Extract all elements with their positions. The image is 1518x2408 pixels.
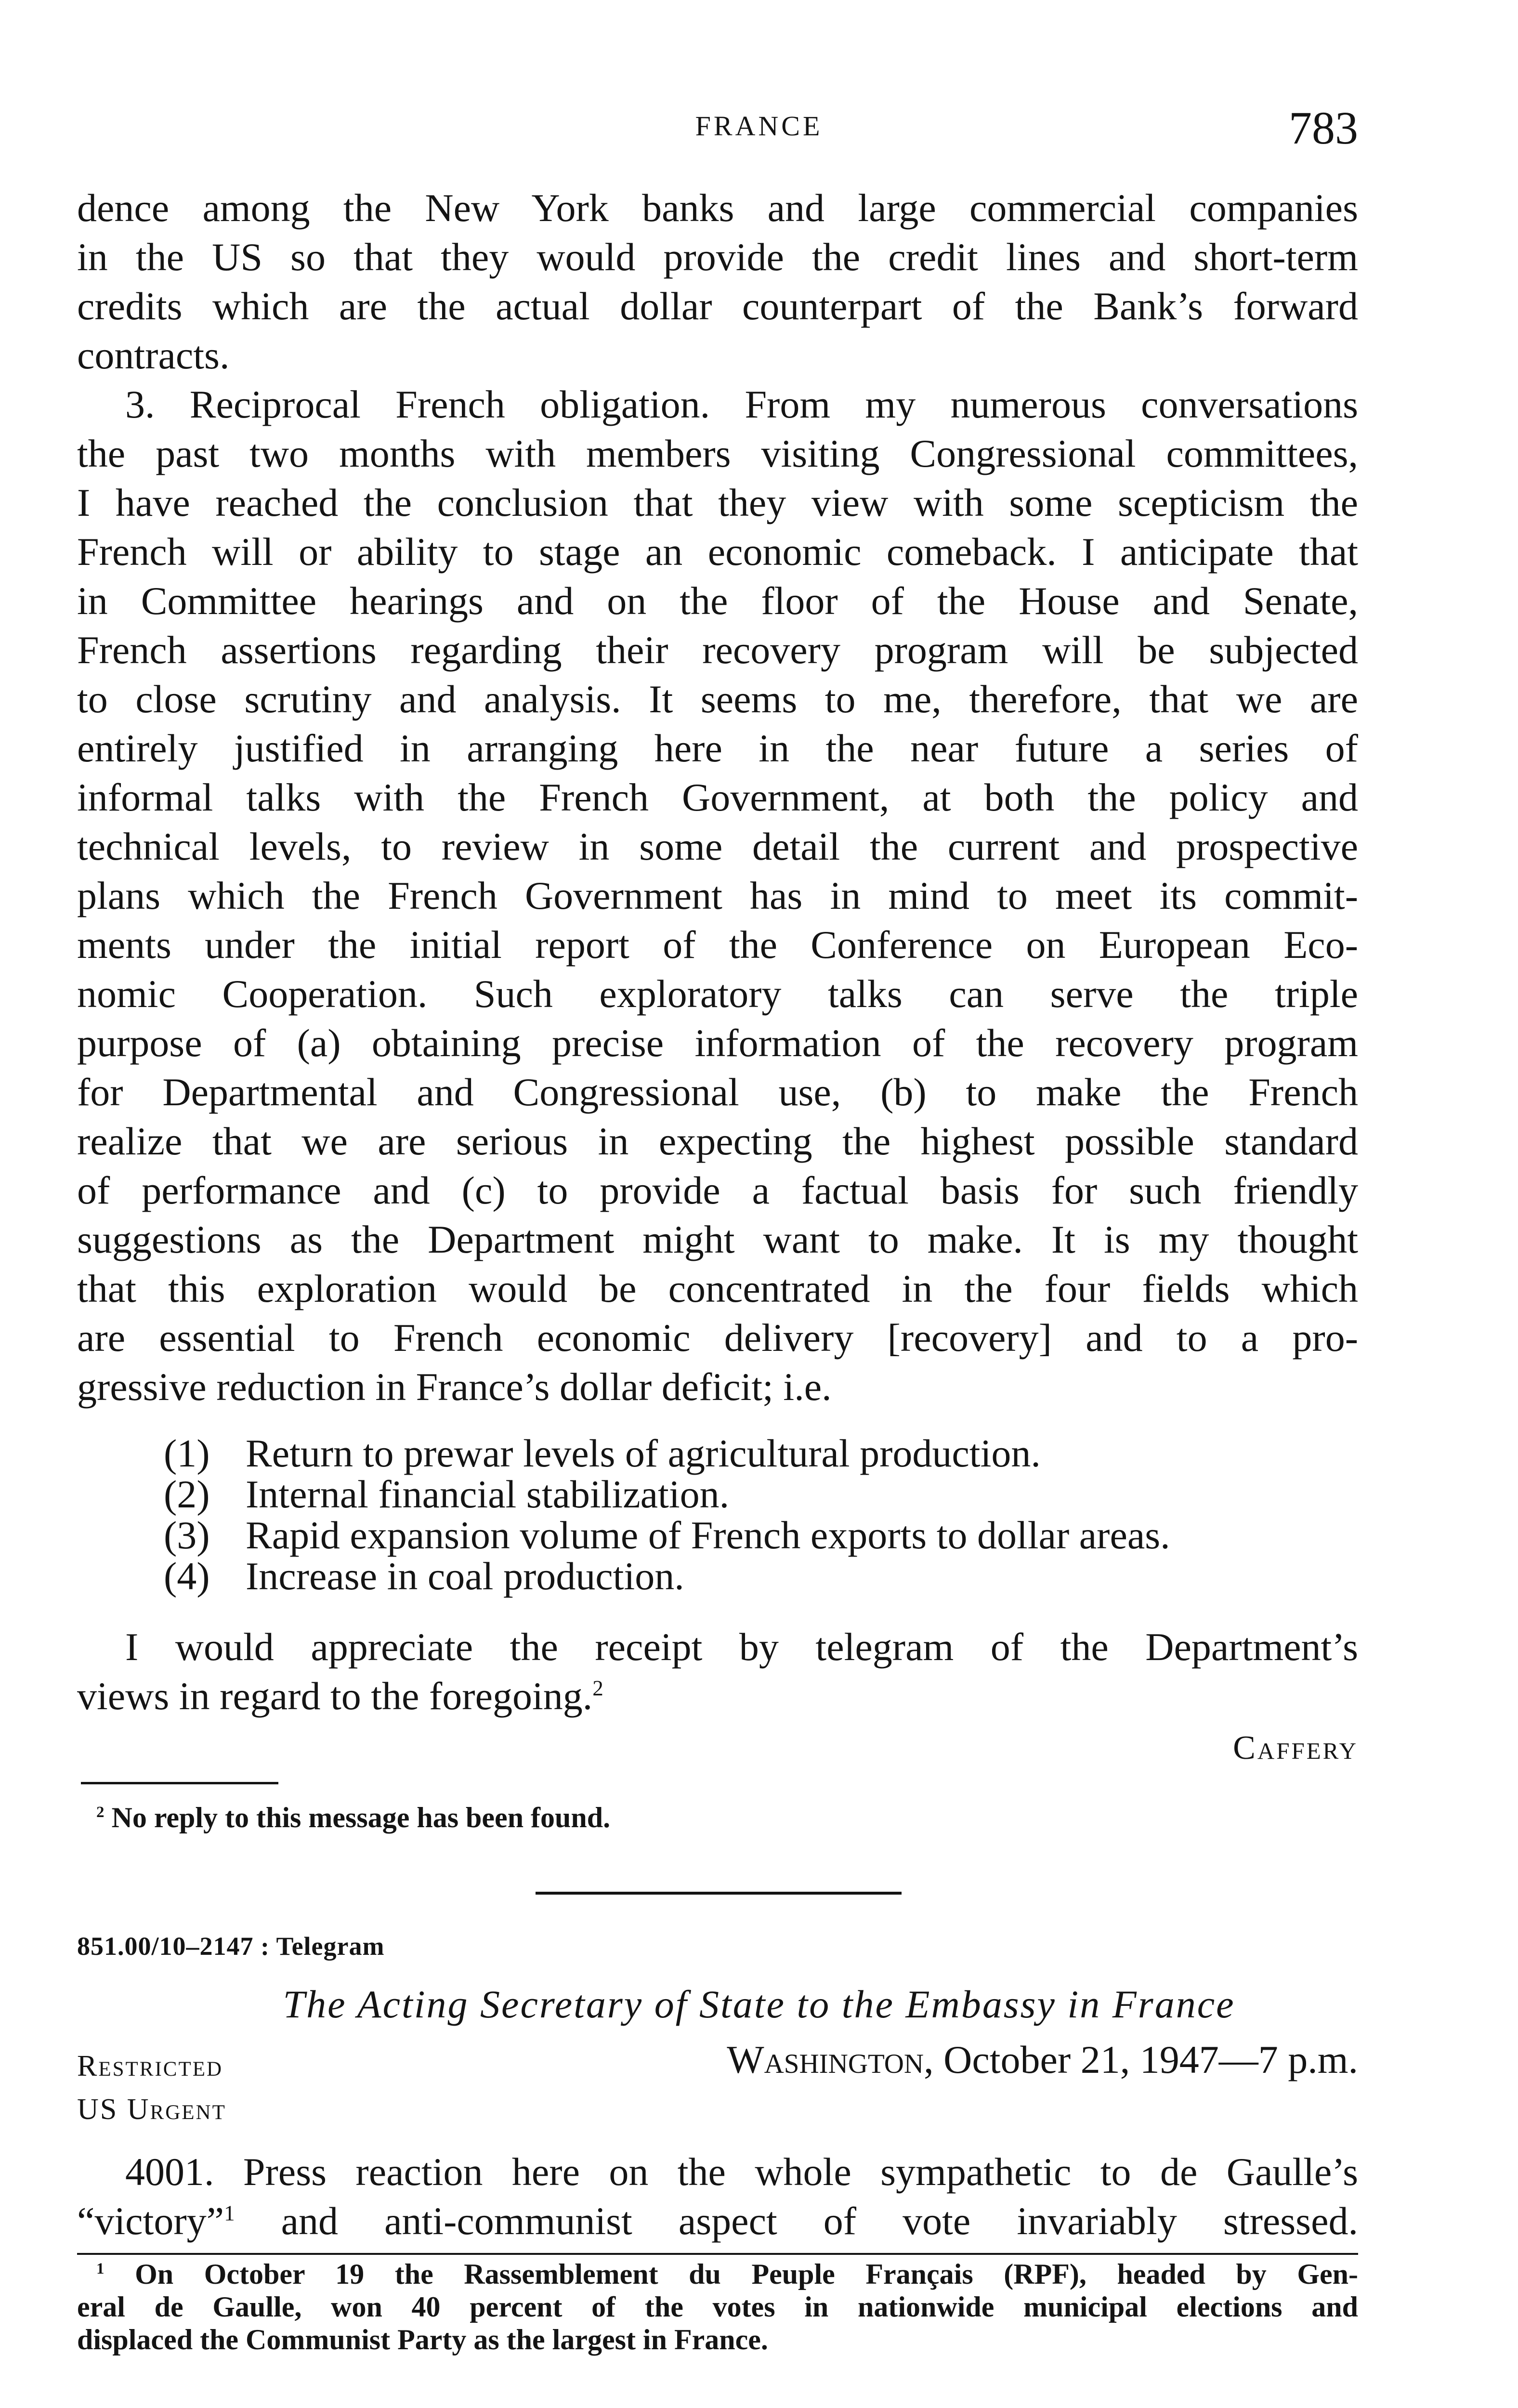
dateline-place: Washington <box>727 2038 924 2081</box>
list-number: (4) <box>164 1554 210 1598</box>
list-text: Rapid expansion volume of French exports to dollar areas. <box>246 1513 1170 1557</box>
document-title: The Acting Secretary of State to the Embassy in France <box>283 1982 1235 2026</box>
text-line: 3. Reciprocal French obligation. From my numerous conversations <box>125 382 1358 426</box>
footnote <box>96 1801 1377 1834</box>
footnote-ref: 1 <box>224 2201 235 2225</box>
text-line: purpose of (a) obtaining precise information of the recovery program <box>77 1021 1358 1065</box>
file-reference: 851.00/10–2147 : Telegram <box>77 1932 385 1961</box>
text-line: ments under the initial report of the Conference on European Eco- <box>77 923 1358 967</box>
text-line-content: views in regard to the foregoing. <box>77 1674 593 1718</box>
footnote-rule <box>77 2253 1358 2255</box>
text-line-content: “victory” <box>77 2199 224 2243</box>
text-line <box>77 1672 1358 1720</box>
text-line: French will or ability to stage an economic comeback. I anticipate that <box>77 530 1358 574</box>
classification: Restricted <box>77 2050 223 2082</box>
list-text: Return to prewar levels of agricultural production. <box>246 1431 1041 1475</box>
list-number: (3) <box>164 1513 210 1557</box>
footnote-marker: 1 <box>96 2260 105 2277</box>
footnote-text: No reply to this message has been found. <box>111 1802 611 1833</box>
text-line: I would appreciate the receipt by telegram of the Department’s <box>125 1625 1358 1669</box>
text-line: the past two months with members visiting Congressional committees, <box>77 432 1358 475</box>
text-line: 4001. Press reaction here on the whole sympathetic to de Gaulle’s <box>125 2150 1358 2194</box>
dateline <box>727 2037 1358 2082</box>
text-line: dence among the New York banks and large commercial companies <box>77 186 1358 230</box>
text-line: for Departmental and Congressional use, (b) to make the French <box>77 1070 1358 1114</box>
text-line: contracts. <box>77 333 230 377</box>
list-item <box>164 1474 729 1515</box>
footnote-ref: 2 <box>592 1676 603 1701</box>
text-line: of performance and (c) to provide a factual basis for such friendly <box>77 1168 1358 1212</box>
section-divider <box>536 1892 902 1895</box>
text-line: entirely justified in arranging here in the near future a series of <box>77 726 1358 770</box>
footnote-line <box>96 2258 1358 2290</box>
page-number: 783 <box>1289 102 1358 154</box>
dateline-date: , October 21, 1947—7 p.m. <box>924 2038 1358 2081</box>
list-number: (2) <box>164 1472 210 1516</box>
footnote-marker: 2 <box>96 1804 105 1821</box>
text-line: realize that we are serious in expecting the highest possible standard <box>77 1119 1358 1163</box>
text-line: French assertions regarding their recovery program will be subjected <box>77 628 1358 672</box>
text-line: are essential to French economic delivery [recovery] and to a pro- <box>77 1316 1358 1360</box>
text-line: to close scrutiny and analysis. It seems to me, therefore, that we are <box>77 677 1358 721</box>
text-line: credits which are the actual dollar counterpart of the Bank’s forward <box>77 284 1358 328</box>
footnote-rule <box>81 1782 278 1784</box>
footnote-line: displaced the Communist Party as the largest in France. <box>77 2324 768 2356</box>
text-line: technical levels, to review in some detail the current and prospective <box>77 824 1358 868</box>
list-number: (1) <box>164 1431 210 1475</box>
list-text: Increase in coal production. <box>246 1554 684 1598</box>
list-item <box>164 1433 1041 1474</box>
text-line <box>77 2197 1358 2245</box>
text-line: plans which the French Government has in mind to meet its commit- <box>77 874 1358 917</box>
text-line-content: and anti-communist aspect of vote invariably stressed. <box>235 2199 1358 2243</box>
text-line: suggestions as the Department might want to make. It is my thought <box>77 1217 1358 1261</box>
text-line: in the US so that they would provide the credit lines and short-term <box>77 235 1358 279</box>
running-title: FRANCE <box>695 110 823 142</box>
text-line: gressive reduction in France’s dollar deficit; i.e. <box>77 1365 832 1409</box>
priority: US Urgent <box>77 2093 226 2126</box>
list-item <box>164 1556 684 1597</box>
footnote-text: On October 19 the Rassemblement du Peuple Français (RPF), headed by Gen- <box>135 2258 1358 2290</box>
signature: Caffery <box>1233 1729 1358 1767</box>
footnote-line: eral de Gaulle, won 40 percent of the votes in nationwide municipal elections and <box>77 2291 1358 2323</box>
list-text: Internal financial stabilization. <box>246 1472 730 1516</box>
text-line: nomic Cooperation. Such exploratory talks can serve the triple <box>77 972 1358 1016</box>
text-line: that this exploration would be concentrated in the four fields which <box>77 1267 1358 1310</box>
text-line: informal talks with the French Government, at both the policy and <box>77 775 1358 819</box>
text-line: I have reached the conclusion that they view with some scepticism the <box>77 481 1358 524</box>
text-line: in Committee hearings and on the floor of the House and Senate, <box>77 579 1358 623</box>
list-item <box>164 1515 1170 1556</box>
